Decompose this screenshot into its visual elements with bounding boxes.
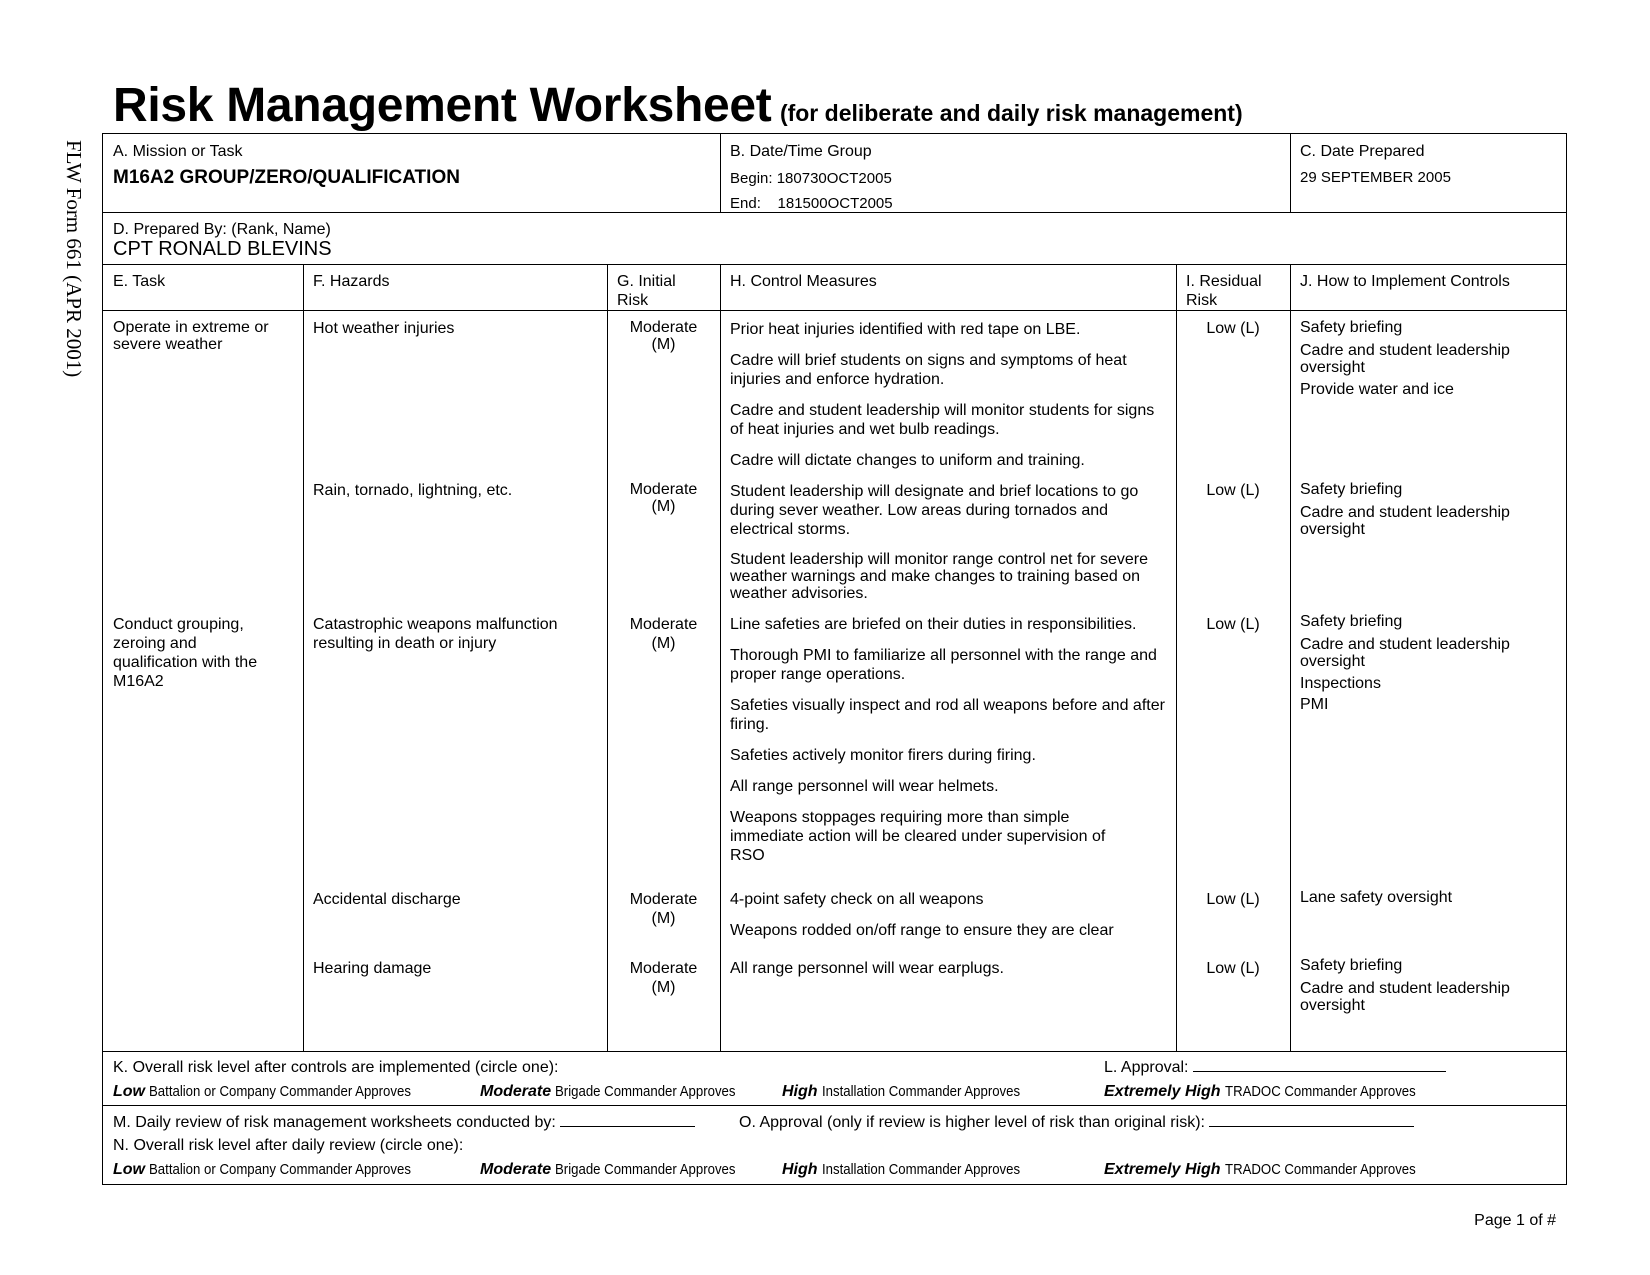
initial-risk-cell bbox=[607, 481, 720, 515]
residual-risk-cell: Low (L) bbox=[1206, 960, 1260, 977]
initial-risk-code: (M) bbox=[651, 336, 676, 353]
risk-level-approver: Installation Commander Approves bbox=[821, 1161, 1020, 1178]
residual-risk-cell: Low (L) bbox=[1206, 482, 1260, 499]
risk-level-name: Extremely High bbox=[1104, 1083, 1221, 1100]
title-subtitle: (for deliberate and daily risk management) bbox=[779, 100, 1243, 126]
divider bbox=[720, 134, 721, 212]
col-header-task: E. Task bbox=[113, 273, 166, 290]
page-title bbox=[113, 78, 1243, 133]
form-number-label: FLW Form 661 (APR 2001) bbox=[62, 140, 86, 378]
hazard-cell: Accidental discharge bbox=[313, 891, 461, 908]
section-m bbox=[113, 1113, 695, 1132]
initial-risk-level: Moderate bbox=[629, 616, 698, 633]
controls-cell bbox=[730, 320, 1170, 482]
risk-level-name: Moderate bbox=[480, 1083, 552, 1100]
col-header-hazards: F. Hazards bbox=[313, 273, 390, 290]
implement-item: Cadre and student leadership oversight bbox=[1300, 342, 1510, 376]
section-m-label: M. Daily review of risk management worksheets conducted by: bbox=[113, 1114, 556, 1131]
risk-level-name: Extremely High bbox=[1104, 1161, 1221, 1178]
initial-risk-code: (M) bbox=[651, 910, 676, 927]
initial-risk-cell bbox=[607, 959, 720, 997]
risk-level-approver: Brigade Commander Approves bbox=[555, 1161, 736, 1178]
initial-risk-code: (M) bbox=[651, 635, 676, 652]
implement-cell bbox=[1300, 613, 1550, 726]
implement-item: Lane safety oversight bbox=[1300, 889, 1453, 906]
implement-item: Cadre and student leadership oversight bbox=[1300, 504, 1510, 538]
control-measure: All range personnel will wear helmets. bbox=[730, 778, 999, 795]
approval-l bbox=[1104, 1058, 1446, 1077]
risk-level-approver: TRADOC Commander Approves bbox=[1224, 1083, 1416, 1100]
end-dtg: End: 181500OCT2005 bbox=[730, 195, 893, 212]
section-n-label: N. Overall risk level after daily review (circle one): bbox=[113, 1137, 464, 1154]
divider bbox=[1290, 264, 1291, 1051]
divider bbox=[103, 1105, 1566, 1106]
divider bbox=[303, 264, 304, 1051]
risk-level-approver: Battalion or Company Commander Approves bbox=[149, 1161, 412, 1178]
implement-item: Cadre and student leadership oversight bbox=[1300, 636, 1510, 670]
implement-item: Cadre and student leadership oversight bbox=[1300, 980, 1510, 1014]
implement-item: Safety briefing bbox=[1300, 957, 1403, 974]
initial-risk-cell bbox=[607, 615, 720, 653]
section-o bbox=[739, 1113, 1414, 1132]
implement-item: Provide water and ice bbox=[1300, 381, 1454, 398]
divider bbox=[103, 1051, 1566, 1052]
implement-item: Safety briefing bbox=[1300, 613, 1403, 630]
task-cell: Operate in extreme or severe weather bbox=[113, 319, 269, 353]
initial-risk-level: Moderate bbox=[629, 481, 698, 498]
prepared-by-value: CPT RONALD BLEVINS bbox=[113, 238, 332, 260]
section-o-blank[interactable] bbox=[1209, 1126, 1414, 1127]
begin-dtg: Begin: 180730OCT2005 bbox=[730, 170, 892, 187]
col-header-initial-risk-line1: G. Initial bbox=[617, 273, 676, 290]
control-measure: Safeties actively monitor firers during firing. bbox=[730, 747, 1036, 764]
hazard-cell: Hot weather injuries bbox=[313, 320, 455, 337]
control-measure: Thorough PMI to familiarize all personnel with the range and proper range operations. bbox=[730, 647, 1157, 683]
initial-risk-cell bbox=[607, 319, 720, 353]
approval-l-blank[interactable] bbox=[1193, 1071, 1446, 1072]
divider bbox=[607, 264, 608, 1051]
daily-risk-level-option[interactable] bbox=[782, 1161, 1047, 1179]
implement-item: Inspections bbox=[1300, 675, 1381, 692]
implement-cell bbox=[1300, 957, 1550, 1026]
risk-level-name: Low bbox=[113, 1161, 145, 1178]
col-header-initial-risk-line2: Risk bbox=[617, 292, 649, 309]
divider bbox=[103, 264, 1566, 265]
divider bbox=[103, 310, 1566, 311]
controls-cell bbox=[730, 615, 1170, 877]
control-measure: Cadre will dictate changes to uniform and training. bbox=[730, 452, 1085, 469]
risk-level-name: Low bbox=[113, 1083, 145, 1100]
initial-risk-level: Moderate bbox=[629, 891, 698, 908]
control-measure: Prior heat injuries identified with red tape on LBE. bbox=[730, 321, 1081, 338]
initial-risk-level: Moderate bbox=[629, 319, 698, 336]
dtg-label: B. Date/Time Group bbox=[730, 143, 872, 160]
control-measure: Weapons rodded on/off range to ensure they are clear bbox=[730, 922, 1114, 939]
control-measure: Weapons stoppages requiring more than simple immediate action will be cleared under supervision of RSO bbox=[730, 809, 1106, 864]
risk-level-approver: Brigade Commander Approves bbox=[555, 1083, 736, 1100]
control-measure: Cadre will brief students on signs and symptoms of heat injuries and enforce hydration. bbox=[730, 352, 1127, 388]
col-header-initial-risk bbox=[617, 272, 676, 310]
initial-risk-level: Moderate bbox=[629, 960, 698, 977]
risk-level-approver: TRADOC Commander Approves bbox=[1224, 1161, 1416, 1178]
implement-cell bbox=[1300, 481, 1550, 550]
implement-cell bbox=[1300, 888, 1550, 919]
risk-level-name: High bbox=[782, 1161, 818, 1178]
worksheet-frame bbox=[102, 133, 1567, 1185]
col-header-controls: H. Control Measures bbox=[730, 273, 877, 290]
control-measure: 4-point safety check on all weapons bbox=[730, 891, 984, 908]
risk-level-option[interactable] bbox=[1104, 1083, 1441, 1101]
title-main: Risk Management Worksheet bbox=[113, 79, 772, 132]
hazard-cell: Catastrophic weapons malfunction resulting in death or injury bbox=[313, 616, 558, 652]
hazard-cell: Hearing damage bbox=[313, 960, 432, 977]
page-number: Page 1 of # bbox=[1474, 1212, 1556, 1229]
hazard-cell: Rain, tornado, lightning, etc. bbox=[313, 482, 513, 499]
approval-l-label: L. Approval: bbox=[1104, 1059, 1189, 1076]
control-measure: Safeties visually inspect and rod all weapons before and after firing. bbox=[730, 697, 1165, 733]
controls-cell bbox=[730, 890, 1170, 952]
residual-risk-cell: Low (L) bbox=[1206, 616, 1260, 633]
risk-level-option[interactable] bbox=[480, 1083, 760, 1101]
controls-cell bbox=[730, 959, 1170, 990]
implement-item: Safety briefing bbox=[1300, 481, 1403, 498]
control-measure: Student leadership will designate and brief locations to go during sever weather. Low areas during tornados and electrical storms. bbox=[730, 483, 1139, 538]
section-k-label: K. Overall risk level after controls are implemented (circle one): bbox=[113, 1059, 559, 1076]
divider bbox=[1290, 134, 1291, 212]
risk-level-approver: Installation Commander Approves bbox=[821, 1083, 1020, 1100]
risk-level-approver: Battalion or Company Commander Approves bbox=[149, 1083, 412, 1100]
col-header-residual-risk-line1: I. Residual bbox=[1186, 273, 1262, 290]
control-measure: Student leadership will monitor range control net for severe weather warnings and make changes to training based on weather advisories. bbox=[730, 551, 1148, 602]
daily-risk-level-option[interactable] bbox=[480, 1161, 760, 1179]
risk-level-name: Moderate bbox=[480, 1161, 552, 1178]
implement-item: PMI bbox=[1300, 696, 1329, 713]
residual-risk-cell: Low (L) bbox=[1206, 320, 1260, 337]
implement-cell bbox=[1300, 319, 1550, 411]
section-o-label: O. Approval (only if review is higher level of risk than original risk): bbox=[739, 1114, 1205, 1131]
risk-level-option[interactable] bbox=[113, 1083, 447, 1101]
col-header-implement: J. How to Implement Controls bbox=[1300, 273, 1510, 290]
control-measure: Cadre and student leadership will monitor students for signs of heat injuries and wet bulb readings. bbox=[730, 402, 1155, 438]
task-cell: Conduct grouping, zeroing and qualification with the M16A2 bbox=[113, 616, 258, 690]
date-prepared-value: 29 SEPTEMBER 2005 bbox=[1300, 169, 1451, 186]
risk-level-option[interactable] bbox=[782, 1083, 1047, 1101]
initial-risk-code: (M) bbox=[651, 979, 676, 996]
col-header-residual-risk bbox=[1186, 272, 1262, 310]
divider bbox=[720, 264, 721, 1051]
daily-risk-level-option[interactable] bbox=[113, 1161, 447, 1179]
section-m-blank[interactable] bbox=[560, 1126, 695, 1127]
control-measure: Line safeties are briefed on their duties in responsibilities. bbox=[730, 616, 1137, 633]
implement-item: Safety briefing bbox=[1300, 319, 1403, 336]
date-prepared-label: C. Date Prepared bbox=[1300, 143, 1425, 160]
col-header-residual-risk-line2: Risk bbox=[1186, 292, 1218, 309]
residual-risk-cell: Low (L) bbox=[1206, 891, 1260, 908]
initial-risk-cell bbox=[607, 890, 720, 928]
control-measure: All range personnel will wear earplugs. bbox=[730, 960, 1004, 977]
initial-risk-code: (M) bbox=[651, 498, 676, 515]
divider bbox=[1176, 264, 1177, 1051]
risk-level-name: High bbox=[782, 1083, 818, 1100]
prepared-by-label: D. Prepared By: (Rank, Name) bbox=[113, 221, 331, 238]
mission-value: M16A2 GROUP/ZERO/QUALIFICATION bbox=[113, 167, 460, 188]
controls-cell bbox=[730, 482, 1170, 614]
mission-label: A. Mission or Task bbox=[113, 143, 243, 160]
daily-risk-level-option[interactable] bbox=[1104, 1161, 1441, 1179]
